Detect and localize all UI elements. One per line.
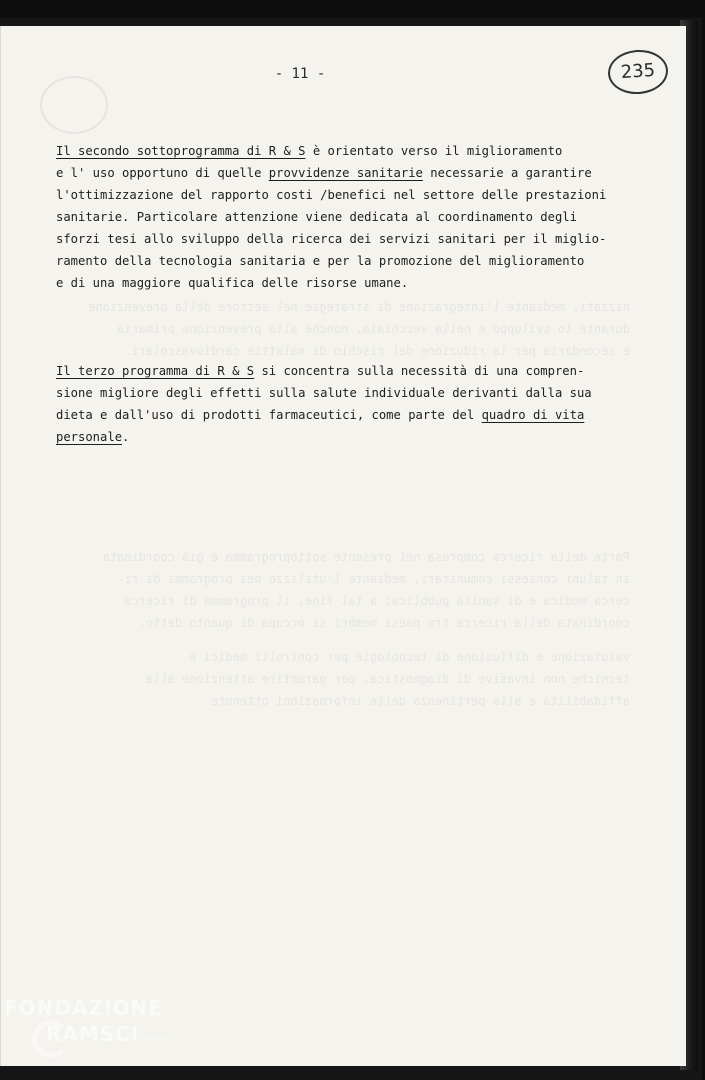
- fondazione-gramsci-watermark: [4, 998, 170, 1044]
- watermark-subtitle-text: RAMSCI: [46, 1022, 140, 1046]
- text-line: ramento della tecnologia sanitaria e per la promozione del miglioramento: [56, 254, 585, 268]
- text-line: l'ottimizzazione del rapporto costi /benefici nel settore delle prestazioni: [56, 188, 607, 202]
- document-page: [0, 26, 686, 1066]
- text-line: sforzi tesi allo sviluppo della ricerca dei servizi sanitari per il miglio-: [56, 232, 607, 246]
- text-run: è orientato verso il miglioramento: [305, 144, 563, 158]
- watermark-onlus: onlus: [143, 1034, 170, 1043]
- underlined-phrase: Il secondo sottoprogramma di R & S: [56, 144, 306, 158]
- underlined-phrase: quadro di vita: [481, 408, 585, 422]
- text-line: [56, 140, 616, 162]
- faded-stamp: [40, 76, 108, 134]
- underlined-phrase: provvidenze sanitarie: [268, 166, 423, 180]
- paragraph-third-programme: [56, 360, 616, 448]
- underlined-phrase: personale: [56, 430, 123, 444]
- text-line: sione migliore degli effetti sulla salute individuale derivanti dalla sua: [56, 386, 592, 400]
- underlined-phrase: Il terzo programma di R & S: [56, 364, 255, 378]
- bleed-through-text: nizzati, mediante l'integrazione di strategie nel settore della prevenzione durante lo sviluppo e nella vecchiaia, nonché alla prevenzione primaria e secondaria per la riduzione del rischio di malattie cardiovascolari.: [88, 300, 630, 358]
- bleed-through-text-3: valutazione e diffusione di tecnologie per controlli medici e tecniche non invasive di diagnostica, per garantire attenzione alla affidabilità e alla pertinenza delle informazioni ottenute.: [145, 650, 630, 708]
- paragraph-second-subprogramme: [56, 140, 616, 294]
- text-run: .: [122, 430, 130, 444]
- text-run: e l' uso opportuno di quelle: [56, 166, 269, 180]
- gramsci-g-logo-icon: [32, 1020, 70, 1058]
- watermark-title: FONDAZIONE: [4, 996, 163, 1020]
- text-run: dieta e dall'uso di prodotti farmaceutici, come parte del: [56, 408, 482, 422]
- text-line: [56, 404, 616, 426]
- text-line: [56, 426, 616, 448]
- text-line: e di una maggiore qualifica delle risorse umane.: [56, 276, 409, 290]
- archive-stamp: 235: [607, 48, 670, 96]
- text-run: si concentra sulla necessità di una compren-: [254, 364, 585, 378]
- text-line: [56, 162, 616, 184]
- text-run: necessarie a garantire: [422, 166, 592, 180]
- text-line: [56, 360, 616, 382]
- page-number: - 11 -: [274, 66, 326, 82]
- bleed-through-text-2: Parte della ricerca compresa nel presente sottoprogramma è già coordinata in taluni consessi comunitari, mediante l'utilizzo dei programmi di ri- cerca medica e di sanità pubblica; a tal fine, il programma di ricerca coordinata della ricerca tra paesi membri si occupa di quanto detto.: [102, 550, 630, 630]
- text-line: sanitarie. Particolare attenzione viene dedicata al coordinamento degli: [56, 210, 577, 224]
